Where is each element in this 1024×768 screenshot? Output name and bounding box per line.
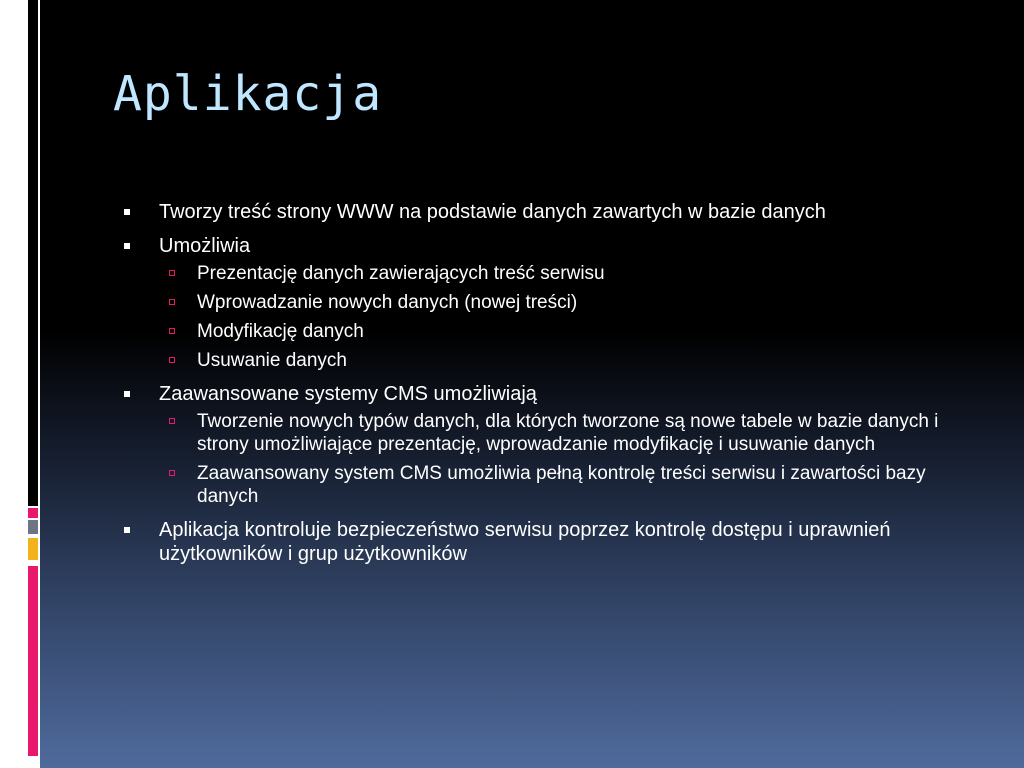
sub-bullet-text: Zaawansowany system CMS umożliwia pełną kontrolę treści serwisu i zawartości bazy danych [197,463,926,507]
accent-bar-yellow [28,538,38,560]
sub-bullet-text: Tworzenie nowych typów danych, dla których tworzone są nowe tabele w bazie danych i strony umożliwiające prezentację, wprowadzanie modyfikację i usuwanie danych [197,411,939,455]
bullet-text: Tworzy treść strony WWW na podstawie danych zawartych w bazie danych [159,201,826,223]
sub-bullet-item [159,320,970,343]
sub-bullet-text: Modyfikację danych [197,321,364,342]
slide-content [120,200,970,576]
sub-bullet-list [159,262,970,372]
bullet-text: Umożliwia [159,235,251,257]
square-bullet-icon [124,391,130,397]
hollow-square-bullet-icon [169,270,175,276]
accent-bar-pink-small [28,508,38,518]
hollow-square-bullet-icon [169,328,175,334]
accent-bar-gray [28,520,38,534]
hollow-square-bullet-icon [169,418,175,424]
square-bullet-icon [124,243,130,249]
bullet-text: Aplikacja kontroluje bezpieczeństwo serwisu poprzez kontrolę dostępu i uprawnień użytkowników i grup użytkowników [159,519,891,565]
hollow-square-bullet-icon [169,357,175,363]
accent-bar-pink-long [28,566,38,756]
sub-bullet-item [159,262,970,285]
square-bullet-icon [124,209,130,215]
sub-bullet-item [159,410,970,456]
square-bullet-icon [124,527,130,533]
bullet-item [120,200,970,224]
sub-bullet-text: Wprowadzanie nowych danych (nowej treści) [197,292,578,313]
bullet-text: Zaawansowane systemy CMS umożliwiają [159,383,537,405]
sub-bullet-item [159,291,970,314]
bullet-list [120,200,970,566]
hollow-square-bullet-icon [169,299,175,305]
bullet-item [120,518,970,566]
sub-bullet-text: Usuwanie danych [197,350,347,371]
sub-bullet-list [159,410,970,508]
bullet-item [120,382,970,508]
slide-title: Aplikacja [113,66,383,122]
sub-bullet-item [159,462,970,508]
bullet-item [120,234,970,372]
sub-bullet-text: Prezentację danych zawierających treść serwisu [197,263,605,284]
hollow-square-bullet-icon [169,470,175,476]
accent-bar-top [28,0,38,506]
sub-bullet-item [159,349,970,372]
